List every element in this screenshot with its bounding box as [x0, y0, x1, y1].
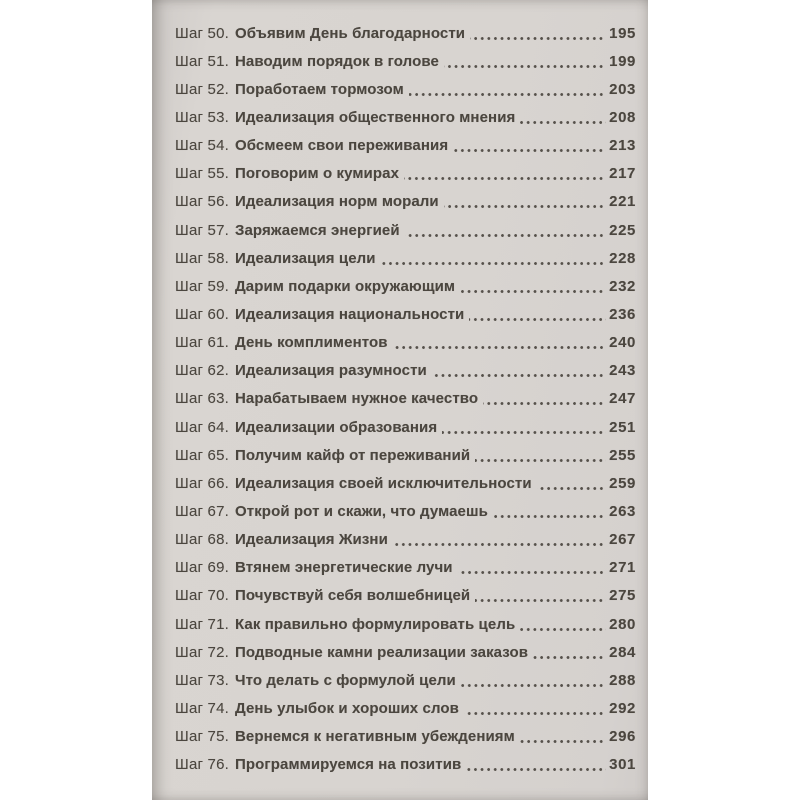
toc-step-label: Шаг 60.: [175, 305, 229, 323]
toc-leader-dots: [444, 205, 606, 208]
toc-page-number: 296: [609, 728, 636, 746]
toc-entry-title: Идеализации образования: [234, 418, 438, 436]
toc-leader-dots: [405, 234, 606, 237]
toc-leader-dots: [393, 543, 606, 546]
toc-entry: [175, 188, 636, 216]
toc-entry-title: Поработаем тормозом: [234, 80, 404, 98]
toc-leader-dots: [537, 487, 607, 490]
toc-page-number: 217: [609, 165, 636, 183]
toc-entry-title: Поговорим о кумирах: [234, 165, 400, 183]
toc-entry-title: Обсмеем свои переживания: [234, 137, 449, 155]
toc-leader-dots: [404, 177, 606, 180]
toc-entry-title: Подводные камни реализации заказов: [234, 643, 529, 661]
toc-step-label: Шаг 59.: [175, 277, 229, 295]
toc-entry-title: День комплиментов: [234, 334, 388, 352]
toc-page-number: 263: [609, 502, 636, 520]
toc-page-number: 221: [609, 193, 636, 211]
toc-page-number: 203: [609, 80, 636, 98]
toc-entry-title: Идеализация общественного мнения: [234, 108, 516, 126]
toc-entry: [175, 385, 636, 413]
toc-entry: [175, 554, 636, 582]
toc-step-label: Шаг 66.: [175, 474, 229, 492]
toc-step-label: Шаг 56.: [175, 193, 229, 211]
toc-entry: [175, 497, 636, 525]
toc-leader-dots: [442, 431, 606, 434]
toc-step-label: Шаг 76.: [175, 756, 229, 774]
toc-step-label: Шаг 70.: [175, 587, 229, 605]
book-page-photo: [152, 0, 648, 800]
toc-leader-dots: [520, 740, 606, 743]
toc-step-label: Шаг 50.: [175, 24, 229, 42]
toc-entry-title: Что делать с формулой цели: [234, 671, 456, 689]
toc-step-label: Шаг 73.: [175, 671, 229, 689]
toc-leader-dots: [466, 768, 606, 771]
toc-step-label: Шаг 64.: [175, 418, 229, 436]
toc-entry-title: Открой рот и скажи, что думаешь: [234, 502, 488, 520]
toc-page-number: 228: [609, 249, 636, 267]
toc-page-number: 195: [609, 24, 636, 42]
toc-entry: [175, 723, 636, 751]
toc-entry: [175, 526, 636, 554]
toc-entry: [175, 19, 636, 47]
toc-leader-dots: [475, 599, 606, 602]
toc-leader-dots: [458, 571, 607, 574]
toc-entry: [175, 413, 636, 441]
toc-leader-dots: [393, 346, 607, 349]
toc-leader-dots: [409, 93, 606, 96]
toc-entry-title: Идеализация разумности: [234, 362, 427, 380]
toc-entry-title: Вернемся к негативным убеждениям: [234, 728, 515, 746]
toc-step-label: Шаг 69.: [175, 559, 229, 577]
toc-entry: [175, 638, 636, 666]
toc-page-number: 232: [609, 277, 636, 295]
toc-leader-dots: [520, 628, 606, 631]
toc-page-number: 267: [609, 531, 636, 549]
toc-step-label: Шаг 67.: [175, 502, 229, 520]
toc-page-number: 301: [609, 756, 636, 774]
toc-entry-title: Программируемся на позитив: [234, 756, 462, 774]
toc-leader-dots: [453, 149, 606, 152]
toc-step-label: Шаг 51.: [175, 52, 229, 70]
toc-page-number: 225: [609, 221, 636, 239]
toc-entry-title: Идеализация Жизни: [234, 531, 388, 549]
toc-page-number: 199: [609, 52, 636, 70]
toc-entry: [175, 216, 636, 244]
toc-entry-title: Идеализация национальности: [234, 305, 465, 323]
toc-step-label: Шаг 65.: [175, 446, 229, 464]
toc-leader-dots: [432, 374, 606, 377]
toc-entry: [175, 329, 636, 357]
toc-leader-dots: [381, 262, 607, 265]
toc-step-label: Шаг 68.: [175, 531, 229, 549]
toc-entry-title: Получим кайф от переживаний: [234, 446, 471, 464]
toc-entry-title: Как правильно формулировать цель: [234, 615, 516, 633]
toc-page-number: 236: [609, 305, 636, 323]
toc-leader-dots: [469, 318, 606, 321]
toc-step-label: Шаг 63.: [175, 390, 229, 408]
toc-page-number: 259: [609, 474, 636, 492]
toc-entry: [175, 357, 636, 385]
toc-page-number: 292: [609, 699, 636, 717]
toc-step-label: Шаг 55.: [175, 165, 229, 183]
toc-leader-dots: [470, 37, 606, 40]
toc-entry-title: Идеализация своей исключительности: [234, 474, 532, 492]
toc-page-number: 271: [609, 559, 636, 577]
toc-entry-title: Объявим День благодарности: [234, 24, 466, 42]
toc-entry: [175, 300, 636, 328]
toc-entry: [175, 47, 636, 75]
toc-step-label: Шаг 62.: [175, 362, 229, 380]
toc-entry: [175, 75, 636, 103]
toc-entry-title: Нарабатываем нужное качество: [234, 390, 479, 408]
toc-leader-dots: [533, 656, 606, 659]
toc-entry: [175, 694, 636, 722]
toc-entry: [175, 441, 636, 469]
toc-entry: [175, 582, 636, 610]
toc-entry-title: Втянем энергетические лучи: [234, 559, 453, 577]
toc-step-label: Шаг 58.: [175, 249, 229, 267]
toc-entry: [175, 751, 636, 779]
toc-page-number: 284: [609, 643, 636, 661]
toc-step-label: Шаг 53.: [175, 108, 229, 126]
toc-step-label: Шаг 57.: [175, 221, 229, 239]
toc-entry-title: Дарим подарки окружающим: [234, 277, 456, 295]
toc-entry-title: День улыбок и хороших слов: [234, 699, 459, 717]
toc-entry-title: Почувствуй себя волшебницей: [234, 587, 471, 605]
toc-leader-dots: [483, 402, 606, 405]
toc-list: [152, 0, 648, 800]
toc-page-number: 240: [609, 334, 636, 352]
toc-entry: [175, 272, 636, 300]
toc-step-label: Шаг 71.: [175, 615, 229, 633]
toc-page-number: 213: [609, 137, 636, 155]
toc-entry-title: Идеализация норм морали: [234, 193, 439, 211]
toc-page-number: 288: [609, 671, 636, 689]
toc-page-number: 208: [609, 108, 636, 126]
toc-page-number: 251: [609, 418, 636, 436]
toc-step-label: Шаг 72.: [175, 643, 229, 661]
toc-entry: [175, 132, 636, 160]
toc-leader-dots: [460, 290, 606, 293]
toc-entry-title: Идеализация цели: [234, 249, 376, 267]
toc-entry: [175, 244, 636, 272]
toc-entry-title: Наводим порядок в голове: [234, 52, 439, 70]
toc-page-number: 255: [609, 446, 636, 464]
toc-leader-dots: [444, 65, 606, 68]
toc-page-number: 280: [609, 615, 636, 633]
toc-entry: [175, 666, 636, 694]
toc-step-label: Шаг 75.: [175, 728, 229, 746]
toc-entry: [175, 160, 636, 188]
toc-entry-title: Заряжаемся энергией: [234, 221, 400, 239]
toc-step-label: Шаг 74.: [175, 699, 229, 717]
toc-entry: [175, 469, 636, 497]
toc-page-number: 275: [609, 587, 636, 605]
toc-entry: [175, 610, 636, 638]
toc-page-number: 243: [609, 362, 636, 380]
toc-step-label: Шаг 54.: [175, 137, 229, 155]
toc-page-number: 247: [609, 390, 636, 408]
toc-leader-dots: [475, 459, 606, 462]
toc-step-label: Шаг 61.: [175, 334, 229, 352]
toc-step-label: Шаг 52.: [175, 80, 229, 98]
toc-leader-dots: [520, 121, 606, 124]
toc-entry: [175, 103, 636, 131]
toc-leader-dots: [461, 684, 606, 687]
toc-leader-dots: [493, 515, 606, 518]
toc-leader-dots: [464, 712, 606, 715]
